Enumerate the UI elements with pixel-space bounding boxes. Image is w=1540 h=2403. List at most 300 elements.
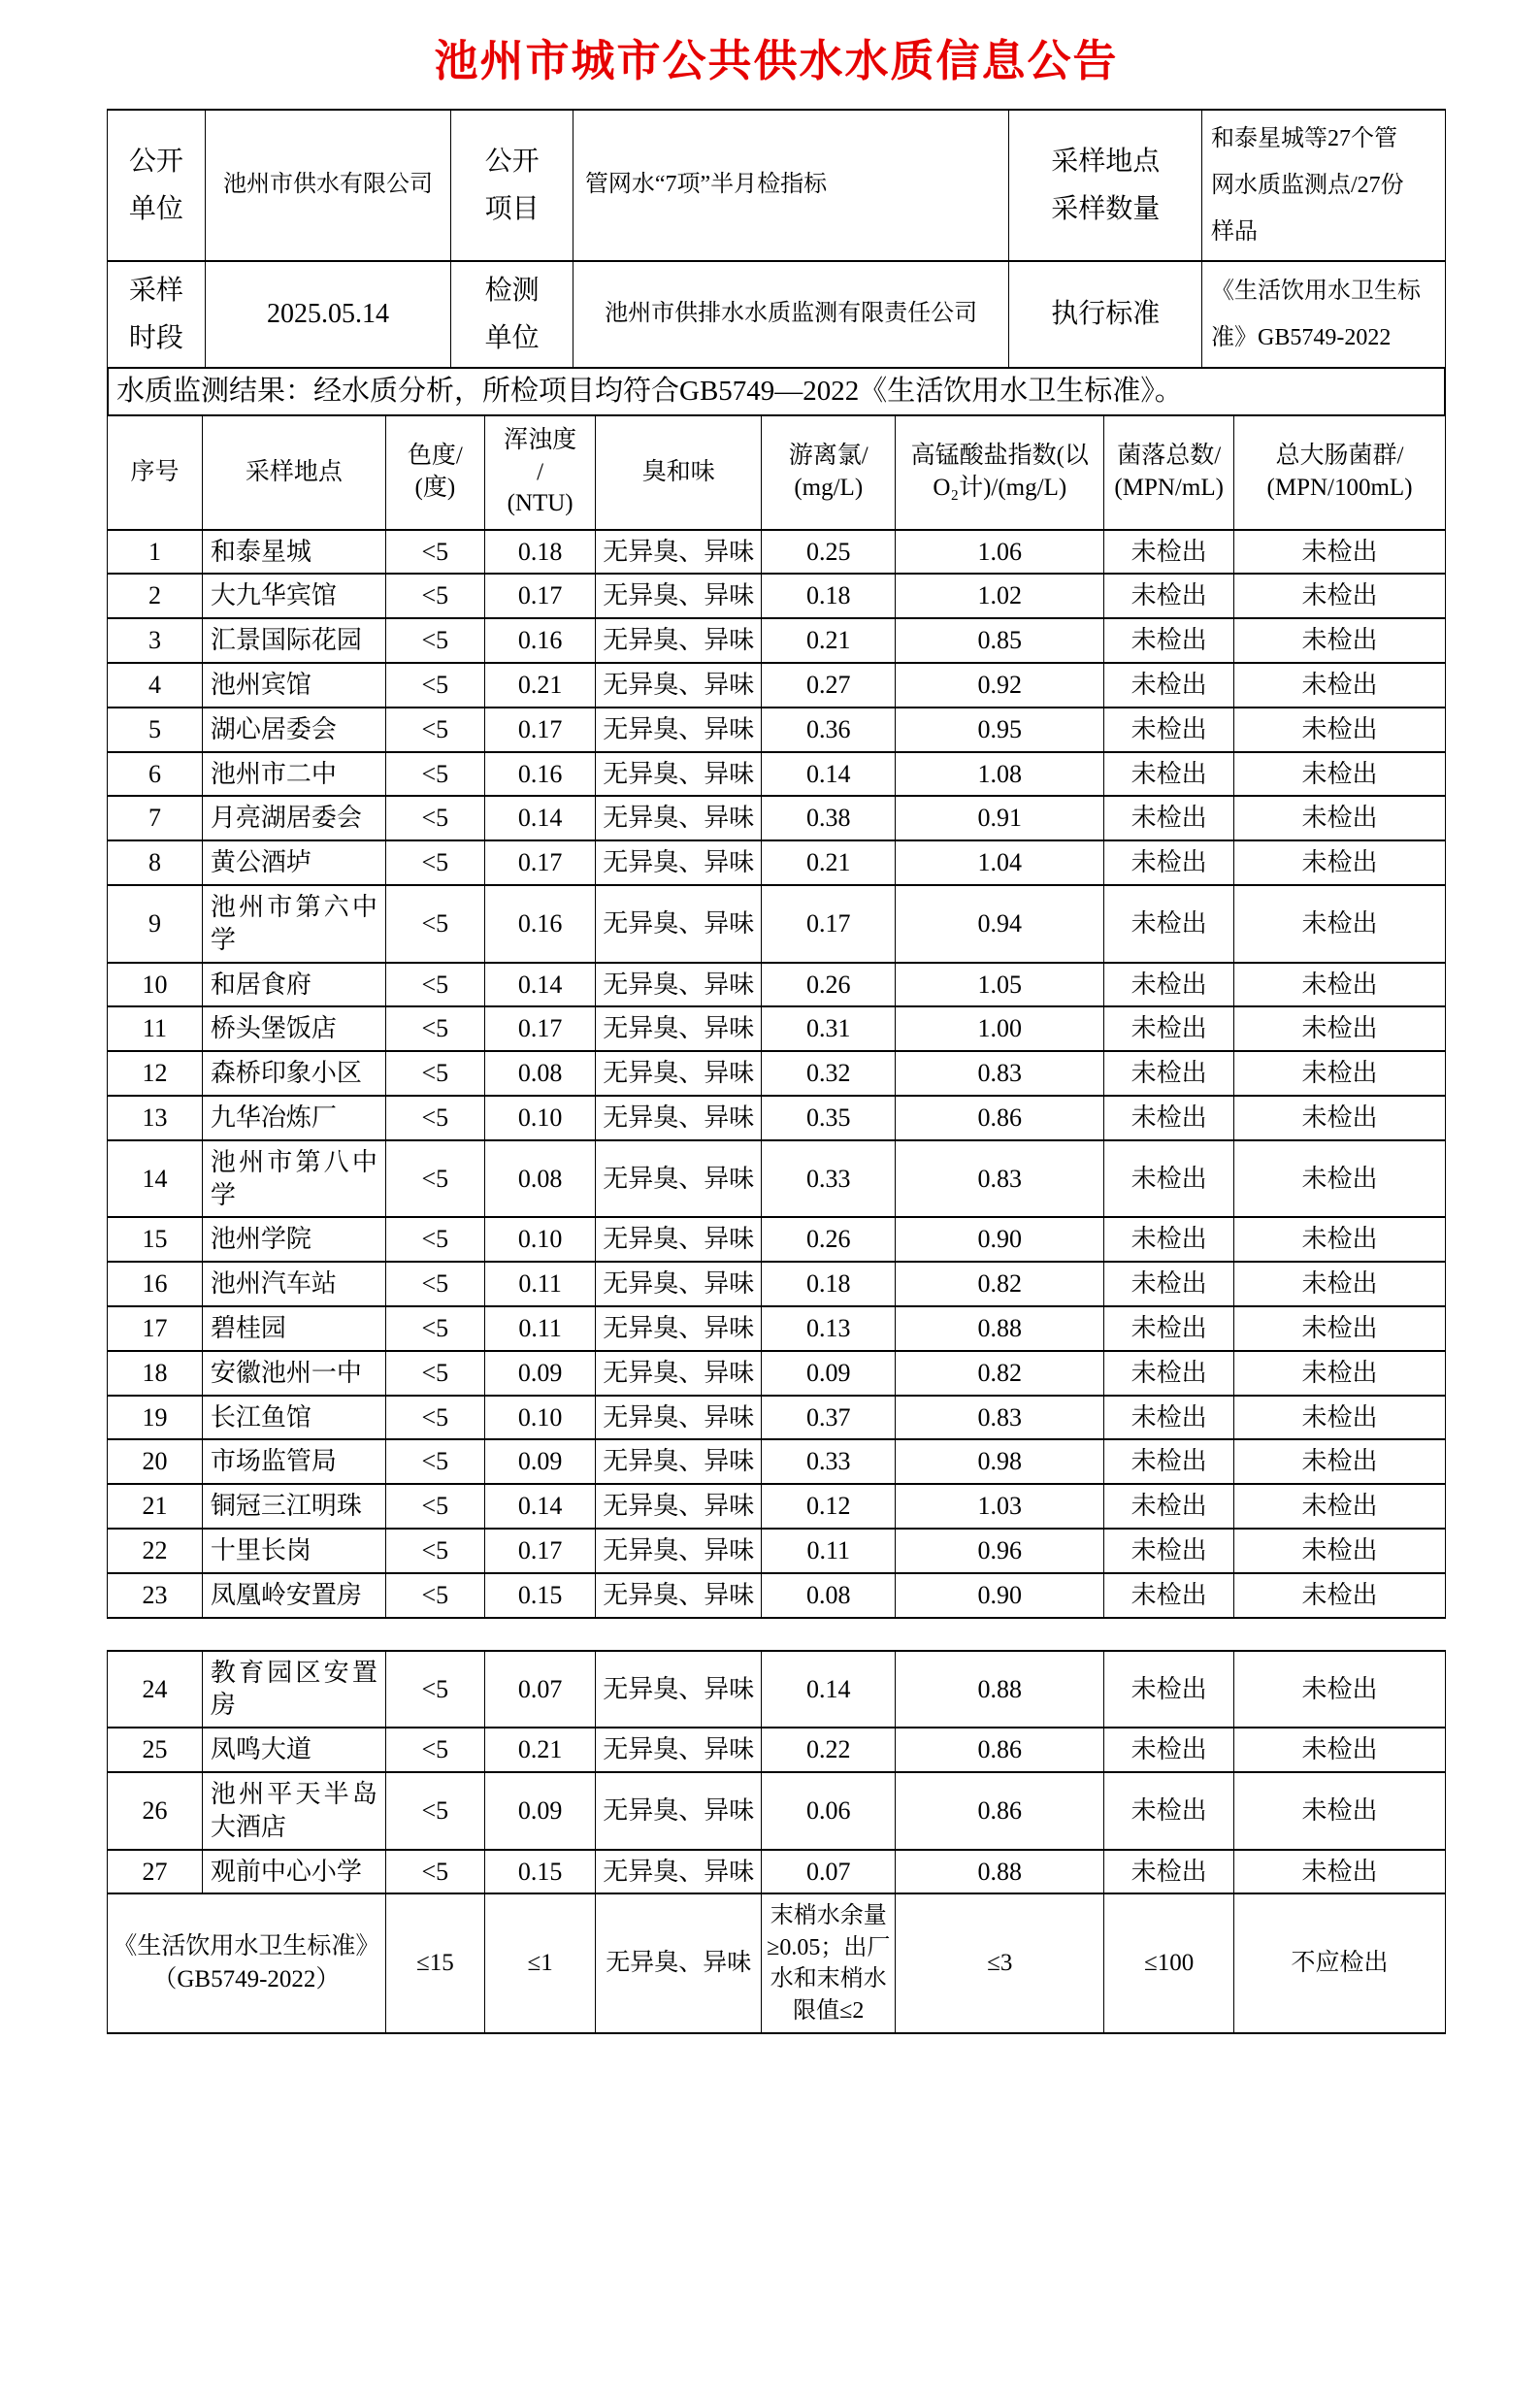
cell-bacteria: 未检出 [1104,1096,1234,1140]
cell-chlorine: 0.18 [762,1262,896,1306]
table-row [108,796,1446,840]
cell-location: 十里长岗 [202,1529,385,1573]
cell-odor: 无异臭、异味 [596,1306,762,1351]
cell-turbidity: 0.07 [484,1651,595,1728]
cell-color: <5 [385,885,484,963]
cell-odor: 无异臭、异味 [596,663,762,708]
cell-coliform: 未检出 [1234,1306,1446,1351]
standard-value-bacteria: ≤100 [1104,1893,1234,2033]
results-header-row [108,415,1446,530]
info-label-standard: 执行标准 [1009,261,1202,368]
table-row [108,1529,1446,1573]
cell-bacteria: 未检出 [1104,1439,1234,1484]
cell-permanganate: 0.88 [896,1651,1104,1728]
cell-bacteria: 未检出 [1104,1651,1234,1728]
cell-color: <5 [385,1651,484,1728]
cell-permanganate: 0.94 [896,885,1104,963]
cell-turbidity: 0.15 [484,1573,595,1618]
cell-chlorine: 0.33 [762,1140,896,1218]
cell-chlorine: 0.21 [762,618,896,663]
cell-coliform: 未检出 [1234,574,1446,618]
info-value-disclosure-unit: 池州市供水有限公司 [205,110,451,261]
cell-color: <5 [385,1262,484,1306]
cell-seq: 1 [108,530,203,575]
cell-bacteria: 未检出 [1104,1484,1234,1529]
cell-chlorine: 0.06 [762,1772,896,1850]
table-row [108,1351,1446,1396]
table-row [108,1217,1446,1262]
cell-odor: 无异臭、异味 [596,963,762,1007]
cell-odor: 无异臭、异味 [596,1096,762,1140]
cell-odor: 无异臭、异味 [596,618,762,663]
cell-color: <5 [385,963,484,1007]
cell-seq: 24 [108,1651,203,1728]
cell-permanganate: 1.04 [896,840,1104,885]
cell-seq: 18 [108,1351,203,1396]
cell-location: 九华冶炼厂 [202,1096,385,1140]
cell-bacteria: 未检出 [1104,1396,1234,1440]
cell-odor: 无异臭、异味 [596,796,762,840]
cell-turbidity: 0.17 [484,708,595,752]
cell-turbidity: 0.10 [484,1396,595,1440]
cell-coliform: 未检出 [1234,1439,1446,1484]
cell-bacteria: 未检出 [1104,1772,1234,1850]
table-row [108,1396,1446,1440]
table-row [108,663,1446,708]
cell-chlorine: 0.18 [762,574,896,618]
cell-bacteria: 未检出 [1104,1140,1234,1218]
cell-odor: 无异臭、异味 [596,530,762,575]
cell-seq: 8 [108,840,203,885]
cell-turbidity: 0.14 [484,796,595,840]
cell-seq: 23 [108,1573,203,1618]
cell-permanganate: 0.83 [896,1396,1104,1440]
cell-odor: 无异臭、异味 [596,840,762,885]
cell-odor: 无异臭、异味 [596,1262,762,1306]
cell-location: 池州市第六中学 [202,885,385,963]
cell-coliform: 未检出 [1234,963,1446,1007]
cell-location: 池州学院 [202,1217,385,1262]
info-value-disclosure-item: 管网水“7项”半月检指标 [573,110,1009,261]
info-table [107,109,1446,369]
cell-seq: 5 [108,708,203,752]
cell-permanganate: 0.86 [896,1096,1104,1140]
table-row [108,752,1446,797]
cell-color: <5 [385,530,484,575]
cell-bacteria: 未检出 [1104,963,1234,1007]
cell-coliform: 未检出 [1234,1351,1446,1396]
cell-odor: 无异臭、异味 [596,1140,762,1218]
column-header-color: 色度/ (度) [385,415,484,530]
cell-permanganate: 0.83 [896,1140,1104,1218]
cell-color: <5 [385,1351,484,1396]
cell-permanganate: 0.96 [896,1529,1104,1573]
cell-turbidity: 0.09 [484,1351,595,1396]
cell-bacteria: 未检出 [1104,530,1234,575]
cell-bacteria: 未检出 [1104,796,1234,840]
info-label-disclosure-item: 公开 项目 [451,110,573,261]
cell-seq: 26 [108,1772,203,1850]
cell-coliform: 未检出 [1234,1850,1446,1894]
table-row [108,574,1446,618]
cell-bacteria: 未检出 [1104,1217,1234,1262]
cell-coliform: 未检出 [1234,1529,1446,1573]
cell-location: 湖心居委会 [202,708,385,752]
cell-color: <5 [385,1772,484,1850]
standard-value-color: ≤15 [385,1893,484,2033]
cell-seq: 14 [108,1140,203,1218]
cell-turbidity: 0.18 [484,530,595,575]
cell-permanganate: 0.86 [896,1728,1104,1772]
cell-seq: 12 [108,1051,203,1096]
cell-location: 铜冠三江明珠 [202,1484,385,1529]
cell-coliform: 未检出 [1234,708,1446,752]
cell-coliform: 未检出 [1234,663,1446,708]
cell-permanganate: 1.05 [896,963,1104,1007]
cell-seq: 4 [108,663,203,708]
table-row [108,1006,1446,1051]
table-row [108,840,1446,885]
cell-seq: 17 [108,1306,203,1351]
info-value-standard: 《生活饮用水卫生标 准》GB5749-2022 [1201,261,1445,368]
cell-permanganate: 0.91 [896,796,1104,840]
cell-location: 黄公酒垆 [202,840,385,885]
standard-limit-row [108,1893,1446,2033]
cell-odor: 无异臭、异味 [596,1573,762,1618]
cell-location: 森桥印象小区 [202,1051,385,1096]
cell-coliform: 未检出 [1234,840,1446,885]
cell-color: <5 [385,1217,484,1262]
cell-chlorine: 0.22 [762,1728,896,1772]
cell-coliform: 未检出 [1234,1051,1446,1096]
cell-chlorine: 0.17 [762,885,896,963]
standard-value-turbidity: ≤1 [484,1893,595,2033]
cell-odor: 无异臭、异味 [596,1396,762,1440]
cell-chlorine: 0.26 [762,963,896,1007]
cell-seq: 2 [108,574,203,618]
cell-location: 池州汽车站 [202,1262,385,1306]
cell-seq: 13 [108,1096,203,1140]
cell-odor: 无异臭、异味 [596,885,762,963]
cell-seq: 21 [108,1484,203,1529]
cell-turbidity: 0.17 [484,1006,595,1051]
cell-chlorine: 0.26 [762,1217,896,1262]
table-row [108,1573,1446,1618]
cell-chlorine: 0.07 [762,1850,896,1894]
info-value-sampling-points: 和泰星城等27个管 网水质监测点/27份 样品 [1201,110,1445,261]
table-row [108,708,1446,752]
cell-color: <5 [385,574,484,618]
cell-chlorine: 0.31 [762,1006,896,1051]
cell-color: <5 [385,1850,484,1894]
cell-color: <5 [385,663,484,708]
table-row [108,1850,1446,1894]
cell-coliform: 未检出 [1234,530,1446,575]
cell-permanganate: 0.95 [896,708,1104,752]
cell-location: 月亮湖居委会 [202,796,385,840]
cell-location: 安徽池州一中 [202,1351,385,1396]
info-label-sampling-period: 采样 时段 [108,261,206,368]
table-row [108,1772,1446,1850]
table-row [108,618,1446,663]
cell-chlorine: 0.37 [762,1396,896,1440]
standard-value-odor: 无异臭、异味 [596,1893,762,2033]
cell-chlorine: 0.32 [762,1051,896,1096]
info-value-testing-unit: 池州市供排水水质监测有限责任公司 [573,261,1009,368]
cell-permanganate: 1.08 [896,752,1104,797]
cell-chlorine: 0.12 [762,1484,896,1529]
column-header-turbidity: 浑浊度 / (NTU) [484,415,595,530]
cell-location: 长江鱼馆 [202,1396,385,1440]
table-row [108,1262,1446,1306]
cell-turbidity: 0.08 [484,1051,595,1096]
info-row-2 [108,261,1446,368]
cell-turbidity: 0.09 [484,1772,595,1850]
cell-location: 大九华宾馆 [202,574,385,618]
cell-coliform: 未检出 [1234,1573,1446,1618]
cell-seq: 15 [108,1217,203,1262]
cell-bacteria: 未检出 [1104,1573,1234,1618]
table-row [108,530,1446,575]
cell-coliform: 未检出 [1234,1096,1446,1140]
cell-coliform: 未检出 [1234,1217,1446,1262]
cell-seq: 3 [108,618,203,663]
cell-turbidity: 0.16 [484,618,595,663]
cell-chlorine: 0.08 [762,1573,896,1618]
cell-location: 教育园区安置房 [202,1651,385,1728]
cell-chlorine: 0.14 [762,752,896,797]
bottom-margin [107,2034,1446,2057]
cell-bacteria: 未检出 [1104,1006,1234,1051]
standard-label: 《生活饮用水卫生标准》（GB5749-2022） [108,1893,386,2033]
cell-permanganate: 0.90 [896,1217,1104,1262]
table-row [108,885,1446,963]
cell-chlorine: 0.09 [762,1351,896,1396]
table-row [108,1484,1446,1529]
cell-seq: 11 [108,1006,203,1051]
cell-bacteria: 未检出 [1104,663,1234,708]
column-header-bacteria: 菌落总数/ (MPN/mL) [1104,415,1234,530]
cell-color: <5 [385,1396,484,1440]
cell-coliform: 未检出 [1234,1006,1446,1051]
cell-permanganate: 0.82 [896,1262,1104,1306]
cell-seq: 16 [108,1262,203,1306]
cell-chlorine: 0.36 [762,708,896,752]
cell-coliform: 未检出 [1234,1772,1446,1850]
cell-color: <5 [385,1006,484,1051]
cell-coliform: 未检出 [1234,752,1446,797]
cell-odor: 无异臭、异味 [596,1850,762,1894]
announcement-page [107,37,1446,2057]
cell-color: <5 [385,840,484,885]
cell-chlorine: 0.38 [762,796,896,840]
table-row [108,1439,1446,1484]
cell-color: <5 [385,752,484,797]
table-row [108,1728,1446,1772]
cell-chlorine: 0.21 [762,840,896,885]
cell-color: <5 [385,1140,484,1218]
table-row [108,1306,1446,1351]
cell-coliform: 未检出 [1234,1262,1446,1306]
cell-bacteria: 未检出 [1104,885,1234,963]
cell-bacteria: 未检出 [1104,618,1234,663]
cell-location: 凤凰岭安置房 [202,1573,385,1618]
cell-bacteria: 未检出 [1104,1306,1234,1351]
cell-permanganate: 1.00 [896,1006,1104,1051]
cell-turbidity: 0.08 [484,1140,595,1218]
cell-coliform: 未检出 [1234,885,1446,963]
cell-bacteria: 未检出 [1104,1529,1234,1573]
cell-turbidity: 0.16 [484,885,595,963]
cell-turbidity: 0.17 [484,574,595,618]
cell-permanganate: 0.90 [896,1573,1104,1618]
info-label-disclosure-unit: 公开 单位 [108,110,206,261]
cell-turbidity: 0.11 [484,1306,595,1351]
cell-chlorine: 0.11 [762,1529,896,1573]
table-row [108,1651,1446,1728]
cell-seq: 19 [108,1396,203,1440]
cell-turbidity: 0.17 [484,840,595,885]
cell-seq: 10 [108,963,203,1007]
cell-seq: 7 [108,796,203,840]
page-title: 池州市城市公共供水水质信息公告 [434,36,1119,85]
cell-odor: 无异臭、异味 [596,1772,762,1850]
cell-turbidity: 0.10 [484,1096,595,1140]
cell-turbidity: 0.17 [484,1529,595,1573]
cell-location: 桥头堡饭店 [202,1006,385,1051]
cell-seq: 22 [108,1529,203,1573]
cell-turbidity: 0.16 [484,752,595,797]
table-row [108,963,1446,1007]
standard-value-chlorine: 末梢水余量≥0.05；出厂水和末梢水限值≤2 [762,1893,896,2033]
cell-bacteria: 未检出 [1104,1262,1234,1306]
cell-location: 池州宾馆 [202,663,385,708]
cell-location: 汇景国际花园 [202,618,385,663]
cell-seq: 9 [108,885,203,963]
cell-seq: 27 [108,1850,203,1894]
cell-chlorine: 0.35 [762,1096,896,1140]
cell-chlorine: 0.33 [762,1439,896,1484]
cell-color: <5 [385,1306,484,1351]
table-row [108,1140,1446,1218]
cell-odor: 无异臭、异味 [596,1651,762,1728]
cell-turbidity: 0.09 [484,1439,595,1484]
cell-seq: 25 [108,1728,203,1772]
cell-coliform: 未检出 [1234,1140,1446,1218]
cell-color: <5 [385,1529,484,1573]
monitoring-result-note: 水质监测结果：经水质分析，所检项目均符合GB5749—2022《生活饮用水卫生标准》。 [107,367,1446,417]
cell-location: 和居食府 [202,963,385,1007]
cell-permanganate: 0.98 [896,1439,1104,1484]
cell-odor: 无异臭、异味 [596,1006,762,1051]
cell-odor: 无异臭、异味 [596,708,762,752]
cell-location: 观前中心小学 [202,1850,385,1894]
cell-odor: 无异臭、异味 [596,1439,762,1484]
cell-location: 和泰星城 [202,530,385,575]
cell-color: <5 [385,1096,484,1140]
cell-odor: 无异臭、异味 [596,574,762,618]
column-header-location: 采样地点 [202,415,385,530]
cell-color: <5 [385,1439,484,1484]
cell-turbidity: 0.14 [484,963,595,1007]
cell-chlorine: 0.27 [762,663,896,708]
cell-color: <5 [385,708,484,752]
cell-color: <5 [385,1484,484,1529]
cell-color: <5 [385,1051,484,1096]
cell-permanganate: 1.02 [896,574,1104,618]
cell-turbidity: 0.21 [484,663,595,708]
cell-seq: 20 [108,1439,203,1484]
cell-chlorine: 0.25 [762,530,896,575]
cell-odor: 无异臭、异味 [596,1728,762,1772]
results-table-part2 [107,1650,1446,2034]
info-label-testing-unit: 检测 单位 [451,261,573,368]
cell-permanganate: 0.85 [896,618,1104,663]
cell-location: 市场监管局 [202,1439,385,1484]
cell-location: 池州平天半岛大酒店 [202,1772,385,1850]
cell-permanganate: 1.06 [896,530,1104,575]
cell-permanganate: 0.83 [896,1051,1104,1096]
cell-odor: 无异臭、异味 [596,752,762,797]
cell-bacteria: 未检出 [1104,1850,1234,1894]
table-row [108,1051,1446,1096]
standard-value-permanganate: ≤3 [896,1893,1104,2033]
cell-odor: 无异臭、异味 [596,1484,762,1529]
cell-coliform: 未检出 [1234,618,1446,663]
standard-value-coliform: 不应检出 [1234,1893,1446,2033]
column-header-seq: 序号 [108,415,203,530]
cell-color: <5 [385,1573,484,1618]
cell-turbidity: 0.15 [484,1850,595,1894]
cell-turbidity: 0.10 [484,1217,595,1262]
cell-bacteria: 未检出 [1104,1051,1234,1096]
cell-location: 池州市第八中学 [202,1140,385,1218]
cell-location: 碧桂园 [202,1306,385,1351]
cell-bacteria: 未检出 [1104,752,1234,797]
cell-coliform: 未检出 [1234,1396,1446,1440]
cell-odor: 无异臭、异味 [596,1529,762,1573]
cell-odor: 无异臭、异味 [596,1351,762,1396]
column-header-chlorine: 游离氯/ (mg/L) [762,415,896,530]
cell-turbidity: 0.21 [484,1728,595,1772]
cell-bacteria: 未检出 [1104,708,1234,752]
cell-turbidity: 0.11 [484,1262,595,1306]
cell-location: 池州市二中 [202,752,385,797]
cell-bacteria: 未检出 [1104,574,1234,618]
info-row-1 [108,110,1446,261]
table-row [108,1096,1446,1140]
cell-odor: 无异臭、异味 [596,1051,762,1096]
cell-permanganate: 0.92 [896,663,1104,708]
column-header-permanganate: 高锰酸盐指数(以 O₂计)/(mg/L) [896,415,1104,530]
cell-chlorine: 0.14 [762,1651,896,1728]
cell-permanganate: 0.86 [896,1772,1104,1850]
cell-bacteria: 未检出 [1104,1351,1234,1396]
cell-permanganate: 0.88 [896,1306,1104,1351]
column-header-coliform: 总大肠菌群/ (MPN/100mL) [1234,415,1446,530]
cell-chlorine: 0.13 [762,1306,896,1351]
info-label-sampling-points: 采样地点 采样数量 [1009,110,1202,261]
cell-odor: 无异臭、异味 [596,1217,762,1262]
cell-bacteria: 未检出 [1104,1728,1234,1772]
cell-coliform: 未检出 [1234,1484,1446,1529]
cell-location: 凤鸣大道 [202,1728,385,1772]
results-table-part1 [107,414,1446,1618]
cell-bacteria: 未检出 [1104,840,1234,885]
cell-color: <5 [385,618,484,663]
cell-permanganate: 0.82 [896,1351,1104,1396]
cell-coliform: 未检出 [1234,1651,1446,1728]
